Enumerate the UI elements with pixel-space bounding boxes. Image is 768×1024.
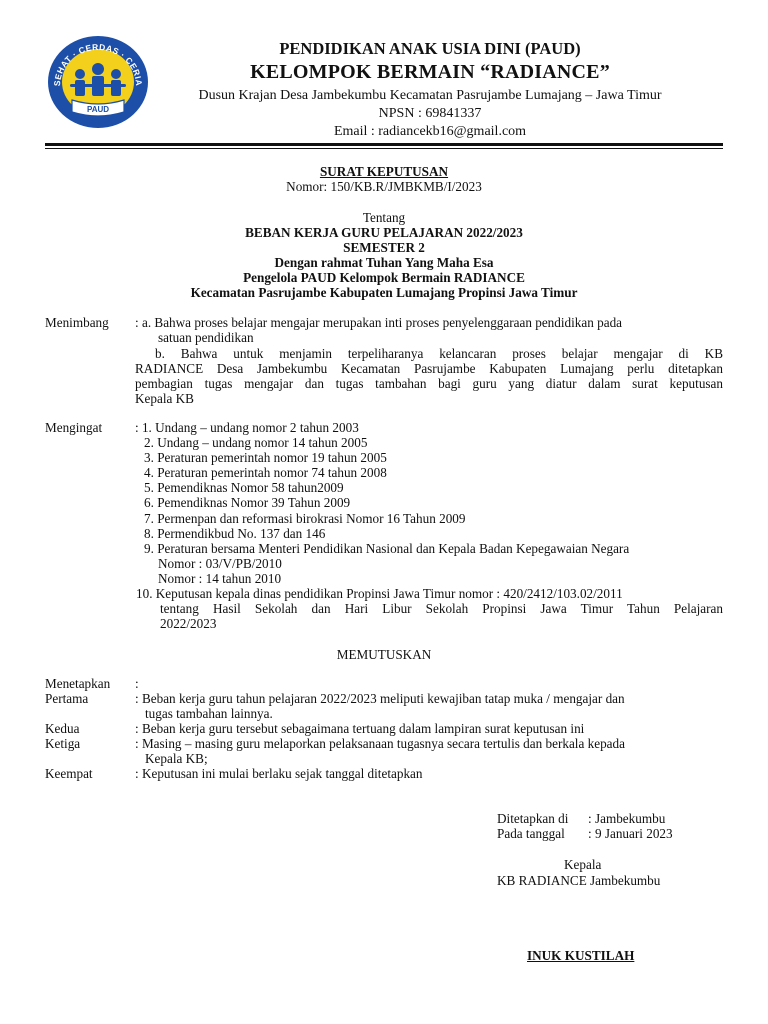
document-semester: SEMESTER 2 (343, 240, 425, 255)
mengingat-item: 3. Peraturan pemerintah nomor 19 tahun 2005 (144, 450, 387, 465)
document-number: Nomor: 150/KB.R/JMBKMB/I/2023 (286, 179, 482, 194)
header-rule-thick (45, 143, 723, 146)
mengingat-item: 10. Keputusan kepala dinas pendidikan Propinsi Jawa Timur nomor : 420/2412/103.02/2011 (136, 586, 623, 601)
pertama-line2: tugas tambahan lainnya. (145, 706, 273, 721)
mengingat-item: 2. Undang – undang nomor 14 tahun 2005 (144, 435, 368, 450)
ketiga-label: Ketiga (45, 736, 81, 751)
pengelola-line: Pengelola PAUD Kelompok Bermain RADIANCE (243, 270, 525, 285)
document-heading: SURAT KEPUTUSAN (319, 164, 449, 179)
mengingat-label: Mengingat (45, 420, 103, 435)
mengingat-item: Nomor : 03/V/PB/2010 (158, 556, 282, 571)
mengingat-item: 5. Pemendiknas Nomor 58 tahun2009 (144, 480, 344, 495)
wilayah-line: Kecamatan Pasrujambe Kabupaten Lumajang Propinsi Jawa Timur (190, 285, 578, 300)
institution-address: Dusun Krajan Desa Jambekumbu Kecamatan Pasrujambe Lumajang – Jawa Timur (198, 88, 662, 103)
menimbang-b-line4: Kepala KB (135, 391, 194, 406)
mengingat-item: tentang Hasil Sekolah dan Hari Libur Sekolah Propinsi Jawa Timur Tahun Pelajaran (160, 601, 723, 616)
ketiga-line1: : Masing – masing guru melaporkan pelaksanaan tugasnya secara tertulis dan berkala kepada (135, 736, 625, 751)
mengingat-item: 6. Pemendiknas Nomor 39 Tahun 2009 (144, 495, 351, 510)
menimbang-b-line2: RADIANCE Desa Jambekumbu Kecamatan Pasrujambe Kabupaten Lumajang perlu ditetapkan (135, 361, 723, 376)
institution-type: PENDIDIKAN ANAK USIA DINI (PAUD) (279, 39, 581, 58)
ditetapkan-value: : Jambekumbu (588, 811, 666, 826)
mengingat-item: 7. Permenpan dan reformasi birokrasi Nomor 16 Tahun 2009 (144, 511, 466, 526)
institution-npsn: NPSN : 69841337 (378, 106, 482, 121)
tentang-label: Tentang (362, 210, 406, 225)
ditetapkan-label: Ditetapkan di (497, 811, 569, 826)
institution-email: Email : radiancekb16@gmail.com (333, 124, 527, 139)
pertama-label: Pertama (45, 691, 89, 706)
signer-institution: KB RADIANCE Jambekumbu (497, 873, 661, 888)
menimbang-label: Menimbang (45, 315, 109, 330)
menetapkan-colon: : (135, 676, 139, 691)
pertama-line1: : Beban kerja guru tahun pelajaran 2022/2023 meliputi kewajiban tatap muka / mengajar dan (135, 691, 625, 706)
menimbang-b-line3: pembagian tugas mengajar dan tugas tambahan bagi guru yang diatur dalam surat keputusan (135, 376, 723, 391)
mengingat-item: 4. Peraturan pemerintah nomor 74 tahun 2008 (144, 465, 387, 480)
menimbang-a-line1: : a. Bahwa proses belajar mengajar merupakan inti proses penyelenggaraan pendidikan pada (135, 315, 623, 330)
kedua-line1: : Beban kerja guru tersebut sebagaimana tertuang dalam lampiran surat keputusan ini (135, 721, 585, 736)
mengingat-item: Nomor : 14 tahun 2010 (158, 571, 282, 586)
mengingat-item: 8. Permendikbud No. 137 dan 146 (144, 526, 326, 541)
keempat-label: Keempat (45, 766, 93, 781)
mengingat-item: : 1. Undang – undang nomor 2 tahun 2003 (135, 420, 359, 435)
header-rule-thin (45, 148, 723, 149)
tanggal-value: : 9 Januari 2023 (588, 826, 673, 841)
menimbang-a-line2: satuan pendidikan (158, 330, 254, 345)
kedua-label: Kedua (45, 721, 80, 736)
paud-logo (46, 34, 150, 131)
institution-name: KELOMPOK BERMAIN “RADIANCE” (250, 61, 610, 83)
logo-arc-text: SEHAT · CERDAS · CERIA (51, 41, 145, 87)
mengingat-item: 2022/2023 (160, 616, 217, 631)
keempat-line1: : Keputusan ini mulai berlaku sejak tanggal ditetapkan (135, 766, 423, 781)
menimbang-b-line1: b. Bahwa untuk menjamin terpeliharanya kelancaran proses belajar mengajar di KB (155, 346, 723, 361)
memutuskan-heading: MEMUTUSKAN (336, 647, 432, 662)
ketiga-line2: Kepala KB; (145, 751, 208, 766)
rahmat-line: Dengan rahmat Tuhan Yang Maha Esa (274, 255, 494, 270)
menetapkan-label: Menetapkan (45, 676, 111, 691)
logo-badge-text: PAUD (86, 105, 110, 114)
signer-name: INUK KUSTILAH (527, 948, 635, 963)
signer-position: Kepala (564, 857, 602, 872)
tanggal-label: Pada tanggal (497, 826, 565, 841)
document-subject: BEBAN KERJA GURU PELAJARAN 2022/2023 (245, 225, 523, 240)
mengingat-item: 9. Peraturan bersama Menteri Pendidikan Nasional dan Kepala Badan Kepegawaian Negara (144, 541, 630, 556)
